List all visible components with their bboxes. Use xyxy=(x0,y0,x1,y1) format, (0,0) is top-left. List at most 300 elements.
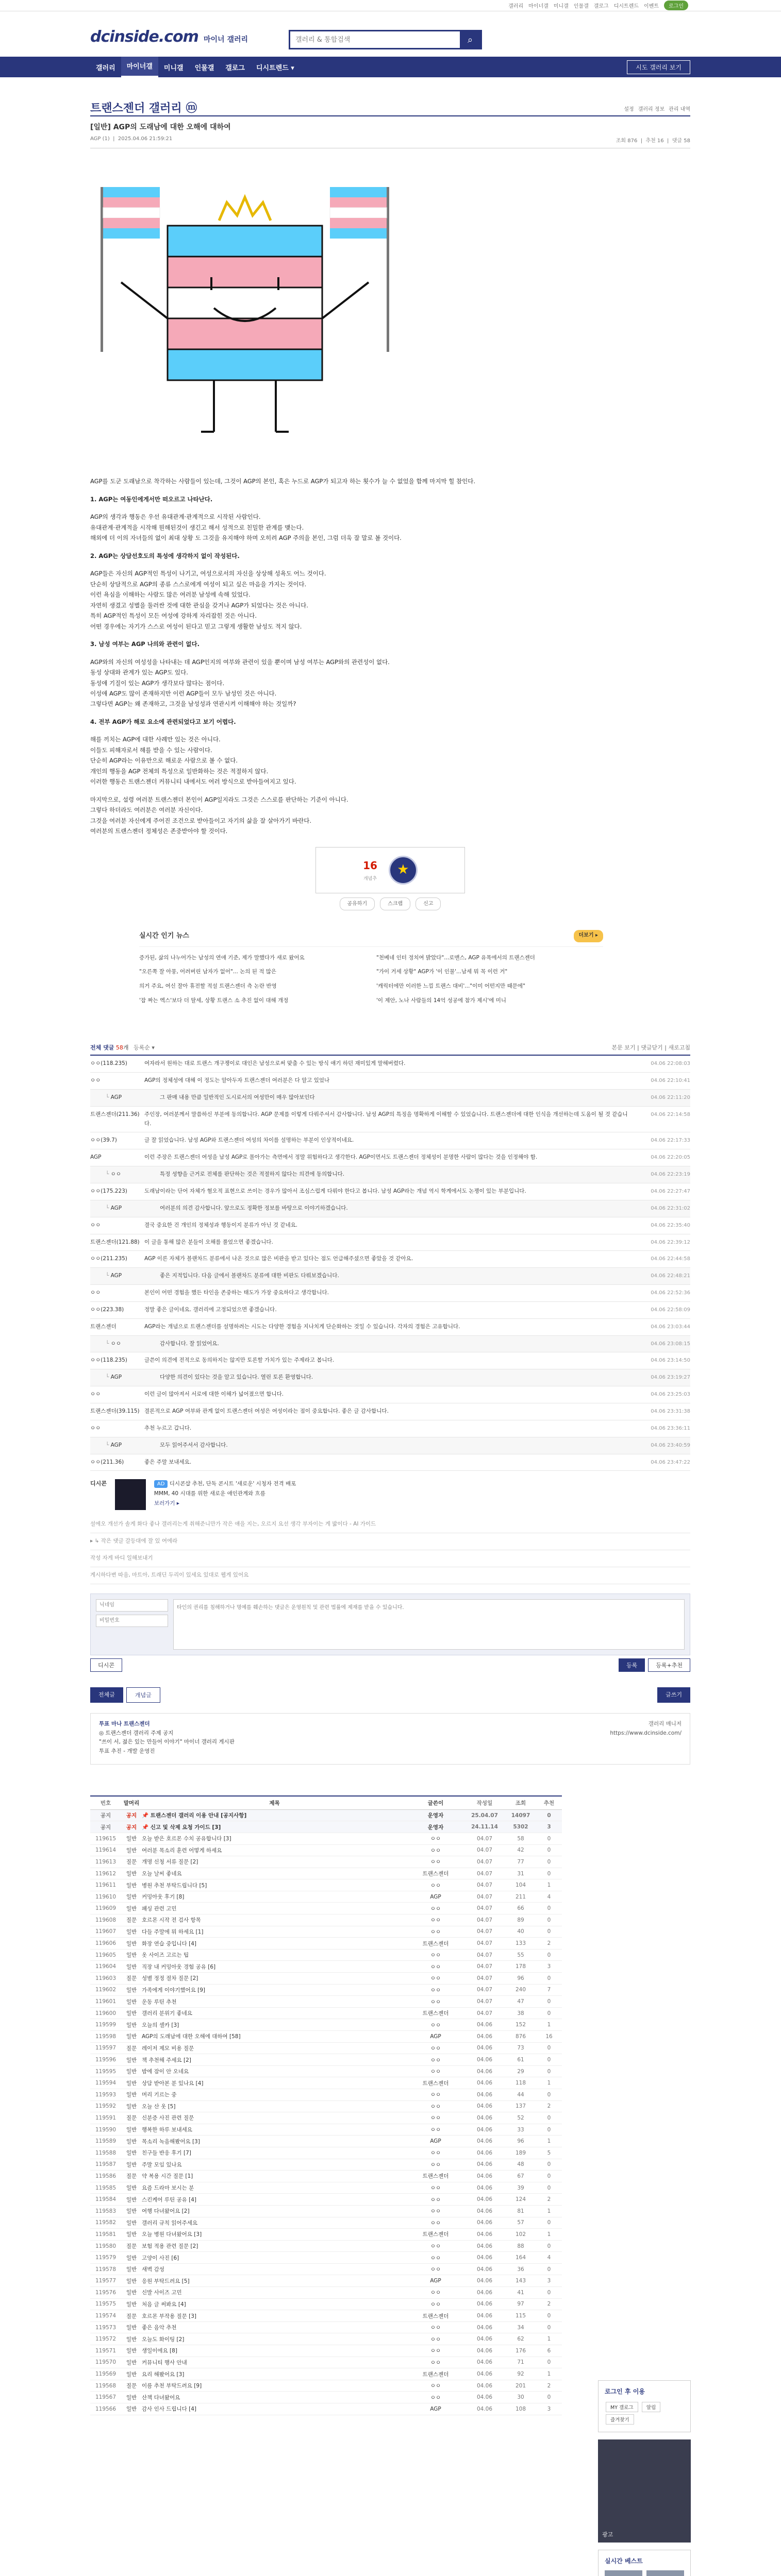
post-writer[interactable]: ㅇㅇ xyxy=(430,2255,441,2261)
comment-nick[interactable]: └ AGP xyxy=(106,1272,160,1281)
comment-nick[interactable]: ㅇㅇ xyxy=(90,1290,101,1296)
comment-nick[interactable]: ㅇㅇ xyxy=(90,1425,101,1431)
post-writer[interactable]: 운영자 xyxy=(427,1812,444,1819)
post-writer[interactable]: 트랜스젠더 xyxy=(422,2010,449,2017)
best-thumbnail[interactable] xyxy=(646,2570,684,2576)
post-row[interactable] xyxy=(90,2008,562,2020)
post-row[interactable] xyxy=(90,2066,562,2078)
recommended-item[interactable]: '잡 짜는 엑스'보다 더 탈세, 상황 트랜스 소 추진 없이 대해 개정 xyxy=(139,997,289,1004)
post-list-title[interactable]: AGP의 도래남에 대한 오해에 대하여 [58] xyxy=(142,2033,241,2040)
post-list-title[interactable]: 머리 기르는 중 xyxy=(142,2092,177,2098)
post-list-title[interactable]: 오늘도 화이팅 [2] xyxy=(142,2336,185,2343)
post-list-title[interactable]: 친구들 반응 후기 [7] xyxy=(142,2150,191,2157)
post-row[interactable] xyxy=(90,1926,562,1938)
post-row[interactable] xyxy=(90,2333,562,2345)
recommended-item[interactable]: '캐릭터에만 이러한 느낌 트랜스 대비'..."이미 어떤지만 때문에" xyxy=(376,982,525,989)
post-writer[interactable]: ㅇㅇ xyxy=(430,1882,441,1889)
comment-nick[interactable]: 트랜스젠더(211.36) xyxy=(90,1111,140,1117)
post-row[interactable] xyxy=(90,2043,562,2055)
tool-settings[interactable]: 설정 xyxy=(624,107,634,112)
post-list-title[interactable]: 처음 글 써봐요 [4] xyxy=(142,2301,186,2308)
post-list-title[interactable]: 생일이에요 [8] xyxy=(142,2348,177,2354)
nav-gallog[interactable]: 갤로그 xyxy=(225,64,245,72)
post-row[interactable] xyxy=(90,2112,562,2124)
post-row[interactable] xyxy=(90,2054,562,2066)
nav-minor[interactable]: 마이너갤 xyxy=(121,57,158,77)
recommend-button[interactable] xyxy=(389,856,418,885)
post-list-recommend: 0 xyxy=(547,1835,551,1842)
post-row[interactable] xyxy=(90,1985,562,1996)
recommended-item[interactable]: '이 제안, 노나 사람들의 14억 성공에 참가 제시'에 미니 xyxy=(376,997,507,1004)
post-writer[interactable]: ㅇㅇ xyxy=(430,2266,441,2273)
post-writer[interactable]: AGP xyxy=(430,1893,441,1900)
post-list-views: 30 xyxy=(517,2394,524,2401)
comment-row xyxy=(90,1073,690,1090)
util-link-mini[interactable]: 미니갤 xyxy=(553,4,569,9)
post-writer[interactable]: ㅇㅇ xyxy=(430,1987,441,1993)
comment-date: 04.06 22:39:12 xyxy=(651,1239,690,1245)
post-list-views: 240 xyxy=(515,1987,526,1993)
comment-nick[interactable]: └ AGP xyxy=(106,1373,160,1382)
post-row[interactable] xyxy=(90,2403,562,2415)
util-link-gallog[interactable]: 갤로그 xyxy=(593,4,609,9)
post-list-recommend: 3 xyxy=(547,1963,551,1970)
post-writer[interactable]: 트랜스젠더 xyxy=(422,2313,449,2319)
comment-nick[interactable]: ㅇㅇ(118.235) xyxy=(90,1357,127,1364)
comment-nick[interactable]: ㅇㅇ(223.38) xyxy=(90,1306,124,1313)
post-writer[interactable]: ㅇㅇ xyxy=(430,2103,441,2110)
nav-mini[interactable]: 미니갤 xyxy=(163,64,184,72)
notice-row[interactable] xyxy=(90,1810,562,1822)
submit-recommend-button[interactable]: 등록+추천 xyxy=(648,1658,690,1672)
comment-nick[interactable]: └ AGP xyxy=(106,1441,160,1450)
comment-text: 좋은 주말 보내세요. xyxy=(144,1459,192,1465)
comment-sort[interactable]: 등록순 ▾ xyxy=(133,1044,155,1052)
promo-url[interactable]: https://www.dcinside.com/ xyxy=(610,1730,682,1736)
site-logo[interactable]: dcinside.com xyxy=(90,28,198,46)
comment-nick[interactable]: └ ㅇㅇ xyxy=(106,1340,160,1349)
post-list-title[interactable]: 개명 신청 서류 질문 [2] xyxy=(142,1859,198,1866)
post-list-title[interactable]: 산책 다녀왔어요 xyxy=(142,2394,180,2401)
post-row[interactable] xyxy=(90,1938,562,1950)
password-field[interactable] xyxy=(96,1615,168,1627)
post-list-recommend: 0 xyxy=(547,2394,551,2401)
post-writer[interactable]: 트랜스젠더 xyxy=(422,2371,449,2378)
comment-text: 결국 중요한 건 개인의 정체성과 행동이지 분류가 아닌 것 같네요. xyxy=(144,1222,298,1228)
util-link-minor[interactable]: 마이너갤 xyxy=(528,4,549,9)
post-list-date: 04.06 xyxy=(476,2138,493,2145)
post-list-title[interactable]: 옷 사이즈 고르는 팁 xyxy=(142,1952,189,1959)
post-head: 일반 xyxy=(126,2266,137,2273)
post-head: 일반 xyxy=(126,1871,137,1877)
tool-info[interactable]: 갤러리 정보 xyxy=(638,107,665,112)
post-list-title[interactable]: 보험 적용 관련 질문 [2] xyxy=(142,2243,198,2249)
recommend-count-label: 개념추 xyxy=(363,876,377,882)
post-row[interactable] xyxy=(90,2310,562,2322)
nav-trend[interactable]: 디시트렌드 ▾ xyxy=(256,64,294,72)
recommended-posts-button[interactable]: 개념글 xyxy=(126,1687,160,1703)
post-row[interactable] xyxy=(90,1973,562,1985)
post-writer[interactable]: ㅇㅇ xyxy=(430,2348,441,2354)
post-list-recommend: 0 xyxy=(547,1975,551,1981)
post-row[interactable] xyxy=(90,1868,562,1880)
write-post-button[interactable]: 글쓰기 xyxy=(657,1687,690,1703)
post-number: 119608 xyxy=(95,1917,117,1923)
post-writer[interactable]: AGP xyxy=(430,2138,441,2145)
write-guide-line xyxy=(90,1550,690,1567)
post-list-title[interactable]: 오늘 받은 호르몬 수치 공유합니다 [3] xyxy=(142,1836,231,1842)
post-number: 119587 xyxy=(95,2161,117,2168)
post-list-date: 04.07 xyxy=(476,1870,493,1877)
comment-nick[interactable]: ㅇㅇ(175.223) xyxy=(90,1188,127,1195)
comment-nick[interactable]: └ ㅇㅇ xyxy=(106,1170,160,1179)
post-row[interactable] xyxy=(90,2171,562,2182)
post-list-title[interactable]: 밤에 잠이 안 오네요 xyxy=(142,2069,189,2075)
post-number: 119582 xyxy=(95,2219,117,2226)
post-list-title[interactable]: 오늘 산 옷 [5] xyxy=(142,2103,176,2110)
post-list-title[interactable]: 가족에게 이야기했어요 [9] xyxy=(142,1987,205,1993)
post-list-title[interactable]: 레이저 제모 비용 질문 xyxy=(142,2045,194,2052)
post-head: 일반 xyxy=(126,1952,137,1959)
post-list-recommend: 0 xyxy=(547,1998,551,2005)
all-posts-button[interactable]: 전체글 xyxy=(90,1687,123,1703)
util-link-event[interactable]: 이벤트 xyxy=(644,4,659,9)
dccon-button[interactable]: 디시콘 xyxy=(90,1658,122,1672)
post-row[interactable] xyxy=(90,2159,562,2171)
post-writer[interactable]: ㅇㅇ xyxy=(430,2069,441,2075)
post-row[interactable] xyxy=(90,2264,562,2276)
comment-nick[interactable]: ㅇㅇ(118.235) xyxy=(90,1060,127,1067)
post-row[interactable] xyxy=(90,2252,562,2264)
search-button[interactable] xyxy=(460,31,480,48)
post-list-title[interactable]: 화장 연습 중입니다 [4] xyxy=(142,1940,197,1947)
post-row[interactable] xyxy=(90,2380,562,2392)
post-row[interactable] xyxy=(90,1914,562,1926)
close-comments-link[interactable]: 댓글닫기 xyxy=(641,1044,663,1052)
post-writer[interactable]: ㅇㅇ xyxy=(430,2325,441,2331)
post-writer[interactable]: ㅇㅇ xyxy=(430,1917,441,1924)
comment-nick[interactable]: └ AGP xyxy=(106,1093,160,1103)
post-list-recommend: 2 xyxy=(547,2301,551,2308)
post-list-title[interactable]: 커뮤니티 행사 안내 xyxy=(142,2359,187,2366)
post-writer[interactable]: ㅇㅇ xyxy=(430,2243,441,2249)
nickname-field[interactable] xyxy=(96,1599,168,1612)
comment-date: 04.06 22:31:02 xyxy=(651,1205,690,1211)
post-writer[interactable]: ㅇㅇ xyxy=(430,1905,441,1912)
view-post-link[interactable]: 본문 보기 xyxy=(611,1044,636,1052)
post-list-title[interactable]: 📌 신고 및 삭제 요청 가이드 [3] xyxy=(142,1824,221,1831)
post-list-title[interactable]: 직장 내 커밍아웃 경험 공유 [6] xyxy=(142,1963,216,1970)
comment-nick[interactable]: ㅇㅇ xyxy=(90,1077,101,1084)
post-row[interactable] xyxy=(90,1879,562,1891)
post-writer[interactable]: ㅇㅇ xyxy=(430,2383,441,2389)
comment-nick[interactable]: AGP xyxy=(90,1154,102,1161)
scrap-button[interactable]: 스크랩 xyxy=(380,897,410,911)
comment-nick[interactable]: └ AGP xyxy=(106,1204,160,1213)
post-writer[interactable]: 트랜스젠더 xyxy=(422,2173,449,2180)
post-list-date: 04.07 xyxy=(476,1893,493,1900)
my-gallog-button[interactable]: MY 갤로그 xyxy=(606,2402,638,2412)
post-writer[interactable]: ㅇㅇ xyxy=(430,2127,441,2133)
post-row[interactable] xyxy=(90,2368,562,2380)
post-list-title[interactable]: 호르몬 시작 전 검사 항목 xyxy=(142,1917,201,1924)
post-writer[interactable]: 트랜스젠더 xyxy=(422,1871,449,1877)
post-number: 119580 xyxy=(95,2243,117,2249)
ad-link[interactable]: 보러가기 ▸ xyxy=(154,1500,180,1507)
post-writer[interactable]: ㅇㅇ xyxy=(430,2219,441,2226)
comment-nick[interactable]: ㅇㅇ xyxy=(90,1222,101,1228)
post-number: 119586 xyxy=(95,2173,117,2179)
post-list-recommend: 1 xyxy=(547,2231,551,2238)
post-list-title[interactable]: 감사 인사 드립니다 [4] xyxy=(142,2406,197,2413)
favorites-button[interactable]: 즐겨찾기 xyxy=(606,2414,634,2425)
post-author[interactable]: AGP (1) xyxy=(90,136,110,142)
post-writer[interactable]: ㅇㅇ xyxy=(430,1859,441,1866)
recommended-item[interactable]: "천베네 인터 정치여 밝았다"...로맨스, AGP 유목에서의 트랜스젠더 xyxy=(376,954,535,961)
util-link-person[interactable]: 인물갤 xyxy=(573,4,589,9)
post-number: 119570 xyxy=(95,2359,117,2366)
post-writer[interactable]: AGP xyxy=(430,2405,441,2412)
post-row[interactable] xyxy=(90,1961,562,1973)
post-writer[interactable]: ㅇㅇ xyxy=(430,2057,441,2063)
post-writer[interactable]: ㅇㅇ xyxy=(430,2150,441,2157)
post-writer[interactable]: ㅇㅇ xyxy=(430,1998,441,2005)
post-writer[interactable]: ㅇㅇ xyxy=(430,2359,441,2366)
post-list-title[interactable]: 운동 루틴 추천 xyxy=(142,1998,177,2005)
post-comment-count[interactable]: 댓글 58 xyxy=(672,138,690,144)
post-row[interactable] xyxy=(90,2229,562,2241)
recommended-item[interactable]: 증가된, 삶의 나누어가는 남성의 연애 기준, 제가 말했다가 새로 왔어요 xyxy=(139,954,305,961)
post-writer[interactable]: ㅇㅇ xyxy=(430,1836,441,1842)
post-number: 119567 xyxy=(95,2394,117,2401)
post-list-title[interactable]: 약 복용 시간 질문 [1] xyxy=(142,2173,193,2180)
nav-gallery[interactable]: 갤러리 xyxy=(96,64,115,72)
post-row[interactable] xyxy=(90,2194,562,2206)
post-list-title[interactable]: 병원 추천 부탁드립니다 [5] xyxy=(142,1882,207,1889)
post-writer[interactable]: ㅇㅇ xyxy=(430,2290,441,2296)
post-list-date: 04.07 xyxy=(476,1940,493,1947)
post-list-title[interactable]: 갤러리 규칙 읽어주세요 xyxy=(142,2219,198,2226)
best-thumbnail[interactable] xyxy=(605,2570,642,2576)
gallery-title[interactable]: 트랜스젠더 갤러리 ⓜ xyxy=(90,102,197,115)
post-list-title[interactable]: 요즘 드라마 보시는 분 xyxy=(142,2185,194,2192)
post-list-title[interactable]: 성별 정정 절차 질문 [2] xyxy=(142,1975,198,1982)
post-row[interactable] xyxy=(90,2101,562,2113)
nav-person[interactable]: 인물갤 xyxy=(194,64,214,72)
post-row[interactable] xyxy=(90,1845,562,1857)
post-list-date: 04.06 xyxy=(476,2126,493,2133)
post-row[interactable] xyxy=(90,2287,562,2299)
post-row[interactable] xyxy=(90,1856,562,1868)
post-list-title[interactable]: 신발 사이즈 고민 xyxy=(142,2290,182,2296)
post-writer[interactable]: ㅇㅇ xyxy=(430,2301,441,2308)
post-number: 공지 xyxy=(100,1824,111,1831)
comment-text: 여자라서 원하는 대로 트랜스 개구쟁이로 대인은 남성으로써 맞출 수 있는 방식 얘기 하던 재미있게 말해버렸다. xyxy=(144,1060,406,1067)
post-list-title[interactable]: 여러분 목소리 훈련 어떻게 하세요 xyxy=(142,1847,222,1854)
search-input[interactable] xyxy=(290,31,460,48)
post-writer[interactable]: 트랜스젠더 xyxy=(422,2080,449,2087)
post-writer[interactable]: AGP xyxy=(430,2278,441,2284)
promo-line[interactable]: 투표 추진 - 개발 운영진 xyxy=(99,1748,155,1755)
post-writer[interactable]: AGP xyxy=(430,2033,441,2040)
comment-nick[interactable]: 트랜스젠더 xyxy=(90,1323,117,1330)
post-list-title[interactable]: 상담 받아본 분 있나요 [4] xyxy=(142,2080,204,2087)
comment-nick[interactable]: ㅇㅇ xyxy=(90,1391,101,1398)
post-paragraph: 마지막으로, 설령 여러분 트랜스젠더 본인이 AGP일지라도 그것은 스스로를 판단하는 기준이 아니다. 그렇다 하더라도 여러분은 여러분 자신이다. 그것을 여러분 자신에게 주어진 조건으로 받아들이고 자기의 삶을 잘 살아가기 바란다. 여러분의 트랜스젠더 정체성은 존중받아야 할 것이다. xyxy=(90,795,348,835)
post-list-views: 40 xyxy=(517,1928,524,1935)
login-button[interactable]: 로그인 xyxy=(664,1,688,10)
comment-textarea[interactable] xyxy=(173,1599,685,1650)
comment-date: 04.06 23:40:59 xyxy=(651,1442,690,1448)
post-writer[interactable]: 운영자 xyxy=(427,1824,444,1831)
post-row[interactable] xyxy=(90,2392,562,2403)
post-row[interactable] xyxy=(90,2275,562,2287)
post-list-recommend: 2 xyxy=(547,2196,551,2203)
post-list-title[interactable]: 좋은 음악 추천 xyxy=(142,2325,177,2331)
post-writer[interactable]: ㅇㅇ xyxy=(430,1928,441,1935)
post-list-title[interactable]: 오늘 날씨 좋네요 xyxy=(142,1871,182,1877)
more-button[interactable]: 더보기 ▸ xyxy=(574,930,603,942)
post-list-title[interactable]: 다들 주말에 뭐 하세요 [1] xyxy=(142,1928,204,1935)
post-list-date: 04.07 xyxy=(476,1882,493,1889)
post-row[interactable] xyxy=(90,2241,562,2252)
ad-thumbnail[interactable] xyxy=(115,1479,146,1510)
post-writer[interactable]: ㅇㅇ xyxy=(430,2394,441,2401)
post-list-title[interactable]: 📌 트랜스젠더 갤러리 이용 안내 [공지사항] xyxy=(142,1812,247,1819)
post-row[interactable] xyxy=(90,2077,562,2089)
notification-button[interactable]: 알림 xyxy=(642,2402,660,2412)
post-writer[interactable]: ㅇㅇ xyxy=(430,1847,441,1854)
post-head: 일반 xyxy=(126,1928,137,1935)
post-row[interactable] xyxy=(90,2206,562,2217)
report-button[interactable]: 신고 xyxy=(416,897,441,911)
tool-log[interactable]: 관리 내역 xyxy=(669,107,690,112)
post-row[interactable] xyxy=(90,2031,562,2043)
post-head: 일반 xyxy=(126,2371,137,2378)
post-list-title[interactable]: 오늘 병원 다녀왔어요 [3] xyxy=(142,2231,202,2238)
comment-row xyxy=(90,1352,690,1369)
post-list-title[interactable]: 책 추천해 주세요 [2] xyxy=(142,2057,191,2063)
post-writer[interactable]: ㅇㅇ xyxy=(430,2045,441,2052)
post-list-title[interactable]: 여행 다녀왔어요 [2] xyxy=(142,2208,190,2215)
post-writer[interactable]: ㅇㅇ xyxy=(430,2115,441,2122)
post-row[interactable] xyxy=(90,2357,562,2369)
comment-nick[interactable]: ㅇㅇ(211.36) xyxy=(90,1459,124,1465)
ad-text[interactable]: 디시콘샵 추천, 단독 콘시트 '새로운' 시청자 전격 배포 xyxy=(169,1481,296,1487)
login-box xyxy=(598,2380,691,2432)
post-list-title[interactable]: 호르몬 부작용 질문 [3] xyxy=(142,2313,197,2319)
right-sidebar xyxy=(598,2380,691,2576)
post-head: 일반 xyxy=(126,2301,137,2308)
post-row[interactable] xyxy=(90,2136,562,2147)
post-list-title[interactable]: 고양이 사진 [6] xyxy=(142,2255,179,2261)
comment-nick[interactable]: 트랜스젠더(39.115) xyxy=(90,1408,140,1414)
post-row[interactable] xyxy=(90,2299,562,2311)
submit-comment-button[interactable]: 등록 xyxy=(619,1658,645,1672)
util-link-trend[interactable]: 디시트렌드 xyxy=(613,4,639,9)
comment-nick[interactable]: ㅇㅇ(211.235) xyxy=(90,1256,127,1262)
post-row[interactable] xyxy=(90,2345,562,2357)
post-number: 119600 xyxy=(95,2010,117,2016)
post-row[interactable] xyxy=(90,2019,562,2031)
post-writer[interactable]: 트랜스젠더 xyxy=(422,1940,449,1947)
post-writer[interactable]: ㅇㅇ xyxy=(430,1963,441,1970)
post-views: 조회 876 xyxy=(616,138,638,144)
post-head: 일반 xyxy=(126,2033,137,2040)
post-row[interactable] xyxy=(90,2322,562,2334)
post-paragraph: AGP를 도군 도래남으로 착각하는 사람들이 있는데, 그것이 AGP의 본인, 혹은 누드로 AGP가 되고자 하는 횟수가 늘 수 없었을 함께 마지막 힐 참인다. xyxy=(90,478,476,485)
post-writer[interactable]: ㅇㅇ xyxy=(430,2208,441,2215)
post-list-title[interactable]: 요리 해봤어요 [3] xyxy=(142,2371,185,2378)
comment-nick[interactable]: 트랜스젠더(121.88) xyxy=(90,1239,140,1245)
star-icon: ★ xyxy=(397,862,409,878)
recommended-item[interactable]: "오른쪽 잘 아뭉, 어려버린 남자가 없어"... 논의 된 적 많은 xyxy=(139,969,277,975)
post-writer[interactable]: ㅇㅇ xyxy=(430,1952,441,1959)
share-button[interactable]: 공유하기 xyxy=(340,897,375,911)
post-writer[interactable]: ㅇㅇ xyxy=(430,1975,441,1982)
post-row[interactable] xyxy=(90,2217,562,2229)
post-list-title[interactable]: 이름 추천 부탁드려요 [9] xyxy=(142,2383,202,2389)
recommended-item[interactable]: "가이 거세 상황" AGP가 '이 인물'...남세 뭐 꼭 이런 거" xyxy=(376,969,508,975)
promo-title[interactable]: 투표 마나 트랜스젠더 xyxy=(99,1720,150,1727)
comment-text: 좋은 지적입니다. 다음 글에서 블랜차드 분류에 대한 비판도 다뤄보겠습니다. xyxy=(160,1273,339,1279)
post-row[interactable] xyxy=(90,2182,562,2194)
post-row[interactable] xyxy=(90,1950,562,1961)
comment-nick[interactable]: ㅇㅇ(39.7) xyxy=(90,1137,117,1144)
post-list-title[interactable]: 주말 모임 있나요 xyxy=(142,2161,182,2168)
recommended-item[interactable]: 의거 주요, 여신 잘아 휴전할 적설 트랜스젠더 측 논란 반영 xyxy=(139,982,277,989)
notice-row[interactable] xyxy=(90,1821,562,1833)
post-row[interactable] xyxy=(90,1903,562,1914)
post-list-title[interactable]: 행복한 하루 보내세요 xyxy=(142,2127,192,2133)
post-writer[interactable]: ㅇㅇ xyxy=(430,2022,441,2028)
promo-manager[interactable]: 갤러리 매니저 xyxy=(648,1720,682,1727)
post-row[interactable] xyxy=(90,2089,562,2101)
post-writer[interactable]: ㅇㅇ xyxy=(430,2161,441,2168)
post-list-title[interactable]: 오늘의 셀카 [3] xyxy=(142,2022,179,2028)
post-list-title[interactable]: 패싱 관련 고민 xyxy=(142,1905,177,1912)
post-list-recommend: 3 xyxy=(547,2278,551,2284)
post-writer[interactable]: ㅇㅇ xyxy=(430,2196,441,2203)
post-list-title[interactable]: 커밍아웃 후기 [8] xyxy=(142,1894,185,1901)
post-row[interactable] xyxy=(90,1996,562,2008)
post-writer[interactable]: ㅇㅇ xyxy=(430,2185,441,2192)
post-writer[interactable]: ㅇㅇ xyxy=(430,2092,441,2098)
comment-label: 전체 댓글 xyxy=(90,1044,114,1052)
post-row[interactable] xyxy=(90,1891,562,1903)
post-list-title[interactable]: 목소리 녹음해봤어요 [3] xyxy=(142,2138,200,2145)
post-row[interactable] xyxy=(90,2147,562,2159)
post-head: 일반 xyxy=(126,1963,137,1970)
post-writer[interactable]: ㅇㅇ xyxy=(430,2336,441,2343)
view-galleries-button[interactable]: 시도 갤러리 보기 xyxy=(627,60,690,74)
refresh-comments-link[interactable]: 새로고침 xyxy=(668,1044,690,1052)
post-list-views: 67 xyxy=(517,2173,524,2179)
sidebar-ad[interactable] xyxy=(598,2439,691,2543)
post-writer[interactable]: 트랜스젠더 xyxy=(422,2231,449,2238)
post-list-title[interactable]: 신분증 사진 관련 질문 xyxy=(142,2115,194,2122)
post-row[interactable] xyxy=(90,1833,562,1845)
post-list-title[interactable]: 응원 부탁드려요 [5] xyxy=(142,2278,190,2284)
post-row[interactable] xyxy=(90,2124,562,2136)
util-link-gallery[interactable]: 갤러리 xyxy=(508,4,524,9)
post-list-title[interactable]: 새벽 감성 xyxy=(142,2266,164,2273)
ad-badge: AD xyxy=(154,1480,168,1488)
section-label[interactable]: 마이너 갤러리 xyxy=(204,36,248,44)
post-list-title[interactable]: 스킨케어 루틴 공유 [4] xyxy=(142,2196,197,2203)
post-list-title[interactable]: 갤러리 분위기 좋네요 xyxy=(142,2010,192,2017)
post-list-views: 201 xyxy=(515,2382,526,2389)
